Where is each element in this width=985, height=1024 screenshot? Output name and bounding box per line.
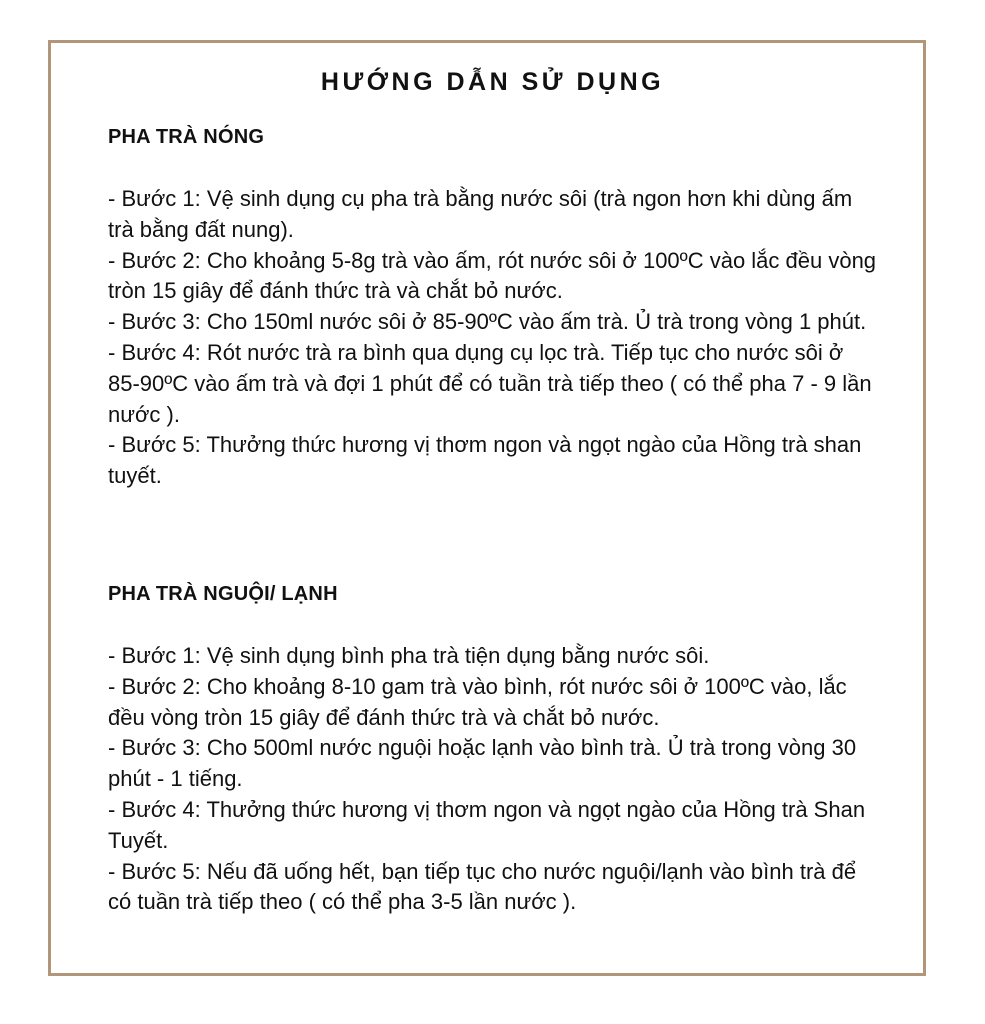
- hot-step-3: - Bước 3: Cho 150ml nước sôi ở 85-90ºC vào ấm trà. Ủ trà trong vòng 1 phút.: [108, 309, 867, 335]
- cold-step-2: - Bước 2: Cho khoảng 8-10 gam trà vào bình, rót nước sôi ở 100ºC vào, lắc đều vòng tròn 15 giây để đánh thức trà và chắt bỏ nước.: [108, 673, 847, 730]
- hot-step-5: - Bước 5: Thưởng thức hương vị thơm ngon và ngọt ngào của Hồng trà shan tuyết.: [108, 432, 862, 489]
- page-title: HƯỚNG DẪN SỬ DỤNG: [320, 68, 665, 96]
- hot-step-1: - Bước 1: Vệ sinh dụng cụ pha trà bằng nước sôi (trà ngon hơn khi dùng ấm trà bằng đất nung).: [108, 186, 853, 242]
- cold-step-4: - Bước 4: Thưởng thức hương vị thơm ngon và ngọt ngào của Hồng trà Shan Tuyết.: [108, 796, 866, 853]
- hot-step-2: - Bước 2: Cho khoảng 5-8g trà vào ấm, rót nước sôi ở 100ºC vào lắc đều vòng tròn 15 giây để đánh thức trà và chắt bỏ nước.: [108, 247, 877, 304]
- cold-brew-heading: PHA TRÀ NGUỘI/ LẠNH: [108, 583, 338, 605]
- cold-brew-steps: [108, 641, 878, 918]
- hot-step-4: - Bước 4: Rót nước trà ra bình qua dụng cụ lọc trà. Tiếp tục cho nước sôi ở 85-90ºC vào ấm trà và đợi 1 phút để có tuần trà tiếp theo ( có thể pha 7 - 9 lần nước ).: [108, 339, 872, 427]
- cold-step-1: - Bước 1: Vệ sinh dụng bình pha trà tiện dụng bằng nước sôi.: [108, 643, 710, 668]
- cold-step-3: - Bước 3: Cho 500ml nước nguội hoặc lạnh vào bình trà. Ủ trà trong vòng 30 phút - 1 tiếng.: [108, 735, 857, 792]
- hot-brew-steps: [108, 184, 878, 492]
- cold-step-5: - Bước 5: Nếu đã uống hết, bạn tiếp tục cho nước nguội/lạnh vào bình trà để có tuần trà tiếp theo ( có thể pha 3-5 lần nước ).: [108, 858, 857, 915]
- hot-brew-heading: PHA TRÀ NÓNG: [108, 126, 265, 148]
